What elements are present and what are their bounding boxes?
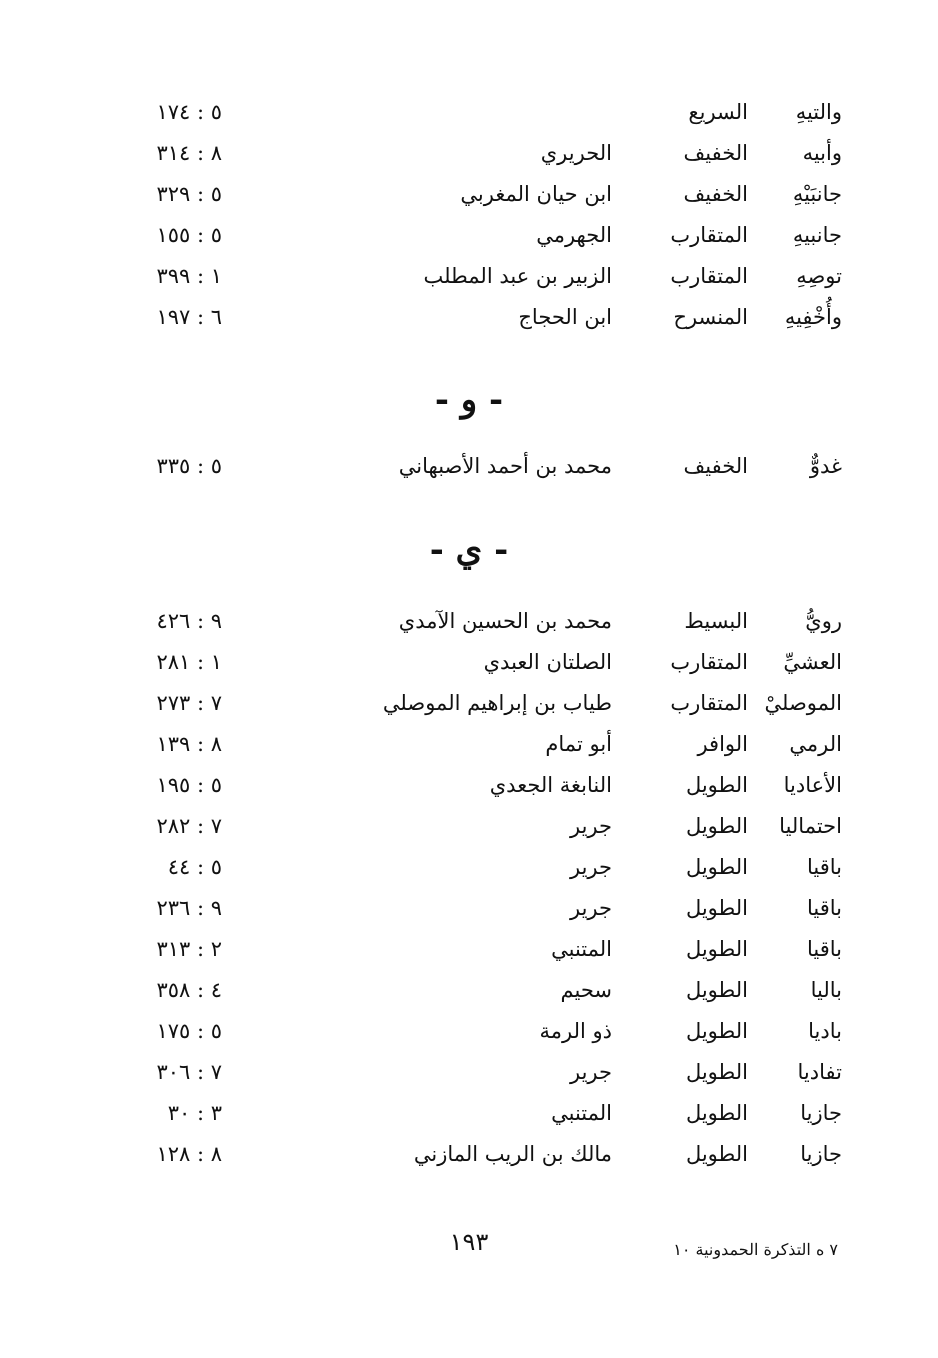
volume-page-ref: ٥ : ٣٢٩ bbox=[156, 182, 222, 206]
poet-name: الصلتان العبدي bbox=[483, 650, 612, 674]
volume-page-ref: ١ : ٣٩٩ bbox=[156, 264, 222, 288]
rhyme-word: وأبيه bbox=[802, 141, 842, 165]
meter-name: الخفيف bbox=[683, 141, 748, 165]
poet-name: المتنبي bbox=[551, 937, 612, 961]
meter-name: الطويل bbox=[685, 978, 748, 1002]
rhyme-word: جازيا bbox=[800, 1101, 842, 1125]
index-row bbox=[0, 1134, 938, 1175]
meter-name: البسيط bbox=[684, 609, 748, 633]
index-row bbox=[0, 847, 938, 888]
poet-name: النابغة الجعدي bbox=[489, 773, 612, 797]
meter-name: المنسرح bbox=[673, 305, 748, 329]
rhyme-word: وأُخْفِيهِ bbox=[784, 305, 842, 329]
rhyme-word: الموصليْ bbox=[764, 691, 842, 715]
meter-name: الطويل bbox=[685, 937, 748, 961]
rhyme-word: تفاديا bbox=[797, 1060, 842, 1084]
index-row bbox=[0, 929, 938, 970]
volume-page-ref: ٥ : ٣٣٥ bbox=[156, 454, 222, 478]
index-row bbox=[0, 92, 938, 133]
meter-name: الطويل bbox=[685, 1142, 748, 1166]
index-row bbox=[0, 765, 938, 806]
volume-page-ref: ٦ : ١٩٧ bbox=[156, 305, 222, 329]
meter-name: المتقارب bbox=[670, 223, 748, 247]
index-row bbox=[0, 446, 938, 487]
rhyme-word: باديا bbox=[808, 1019, 842, 1043]
index-row bbox=[0, 1052, 938, 1093]
volume-page-ref: ٧ : ٢٨٢ bbox=[156, 814, 222, 838]
index-row bbox=[0, 133, 938, 174]
poet-name: المتنبي bbox=[551, 1101, 612, 1125]
meter-name: الطويل bbox=[685, 814, 748, 838]
meter-name: الطويل bbox=[685, 1060, 748, 1084]
meter-name: الطويل bbox=[685, 896, 748, 920]
meter-name: الطويل bbox=[685, 1101, 748, 1125]
rhyme-word: غدوٌّ bbox=[809, 454, 842, 478]
section-waw bbox=[0, 446, 938, 487]
index-row bbox=[0, 1093, 938, 1134]
meter-name: الخفيف bbox=[683, 182, 748, 206]
signature-mark: ٧ ه التذكرة الحمدونية ١٠ bbox=[673, 1240, 838, 1259]
poet-name: الحريري bbox=[540, 141, 612, 165]
volume-page-ref: ٧ : ٣٠٦ bbox=[156, 1060, 222, 1084]
meter-name: المتقارب bbox=[670, 650, 748, 674]
index-row bbox=[0, 683, 938, 724]
poet-name: محمد بن الحسين الآمدي bbox=[398, 609, 612, 633]
meter-name: الطويل bbox=[685, 855, 748, 879]
poet-name: ابن حيان المغربي bbox=[460, 182, 612, 206]
rhyme-word: توصِهِ bbox=[796, 264, 842, 288]
poet-name: الجهرمي bbox=[536, 223, 612, 247]
letter-heading-waw: - و - bbox=[434, 380, 504, 420]
poet-name: جرير bbox=[570, 896, 612, 920]
poet-name: ابن الحجاج bbox=[518, 305, 612, 329]
poet-name: أبو تمام bbox=[545, 732, 612, 756]
poet-name: طياب بن إبراهيم الموصلي bbox=[382, 691, 612, 715]
index-row bbox=[0, 1011, 938, 1052]
poet-name: محمد بن أحمد الأصبهاني bbox=[398, 454, 612, 478]
poet-name: مالك بن الريب المازني bbox=[413, 1142, 612, 1166]
meter-name: السريع bbox=[688, 100, 748, 124]
index-row bbox=[0, 642, 938, 683]
volume-page-ref: ٥ : ٤٤ bbox=[167, 855, 222, 879]
index-row bbox=[0, 297, 938, 338]
rhyme-word: جانبيهِ bbox=[792, 223, 842, 247]
rhyme-word: والتيهِ bbox=[795, 100, 842, 124]
section-ha bbox=[0, 92, 938, 338]
meter-name: المتقارب bbox=[670, 264, 748, 288]
poet-name: الزبير بن عبد المطلب bbox=[423, 264, 612, 288]
index-row bbox=[0, 888, 938, 929]
poet-name: جرير bbox=[570, 855, 612, 879]
meter-name: الطويل bbox=[685, 1019, 748, 1043]
rhyme-word: رويُّ bbox=[805, 609, 842, 633]
volume-page-ref: ٥ : ١٧٥ bbox=[156, 1019, 222, 1043]
index-row bbox=[0, 806, 938, 847]
rhyme-word: باقيا bbox=[806, 937, 842, 961]
page-number: ١٩٣ bbox=[449, 1228, 489, 1256]
meter-name: المتقارب bbox=[670, 691, 748, 715]
meter-name: الخفيف bbox=[683, 454, 748, 478]
index-row bbox=[0, 970, 938, 1011]
poet-name: جرير bbox=[570, 1060, 612, 1084]
volume-page-ref: ٥ : ١٥٥ bbox=[156, 223, 222, 247]
rhyme-word: باقيا bbox=[806, 855, 842, 879]
volume-page-ref: ٨ : ١٣٩ bbox=[156, 732, 222, 756]
index-row bbox=[0, 256, 938, 297]
volume-page-ref: ٣ : ٣٠ bbox=[167, 1101, 222, 1125]
index-row bbox=[0, 601, 938, 642]
volume-page-ref: ٨ : ١٢٨ bbox=[156, 1142, 222, 1166]
volume-page-ref: ٢ : ٣١٣ bbox=[156, 937, 222, 961]
rhyme-word: باليا bbox=[810, 978, 842, 1002]
poet-name: ذو الرمة bbox=[539, 1019, 612, 1043]
volume-page-ref: ٩ : ٤٢٦ bbox=[156, 609, 222, 633]
poet-name: جرير bbox=[570, 814, 612, 838]
rhyme-word: جانبَيْهِ bbox=[792, 182, 842, 206]
letter-heading-ya: - ي - bbox=[429, 530, 509, 570]
rhyme-word: باقيا bbox=[806, 896, 842, 920]
volume-page-ref: ٥ : ١٧٤ bbox=[156, 100, 222, 124]
volume-page-ref: ٨ : ٣١٤ bbox=[156, 141, 222, 165]
volume-page-ref: ١ : ٢٨١ bbox=[156, 650, 222, 674]
section-ya bbox=[0, 601, 938, 1175]
index-row bbox=[0, 724, 938, 765]
index-row bbox=[0, 215, 938, 256]
rhyme-word: العشيِّ bbox=[783, 650, 842, 674]
meter-name: الوافر bbox=[697, 732, 748, 756]
rhyme-word: جازيا bbox=[800, 1142, 842, 1166]
volume-page-ref: ٤ : ٣٥٨ bbox=[156, 978, 222, 1002]
volume-page-ref: ٧ : ٢٧٣ bbox=[156, 691, 222, 715]
rhyme-word: احتماليا bbox=[779, 814, 842, 838]
index-row bbox=[0, 174, 938, 215]
rhyme-word: الأعاديا bbox=[783, 773, 842, 797]
rhyme-word: الرمي bbox=[789, 732, 842, 756]
volume-page-ref: ٥ : ١٩٥ bbox=[156, 773, 222, 797]
poet-name: سحيم bbox=[560, 978, 612, 1002]
volume-page-ref: ٩ : ٢٣٦ bbox=[156, 896, 222, 920]
meter-name: الطويل bbox=[685, 773, 748, 797]
